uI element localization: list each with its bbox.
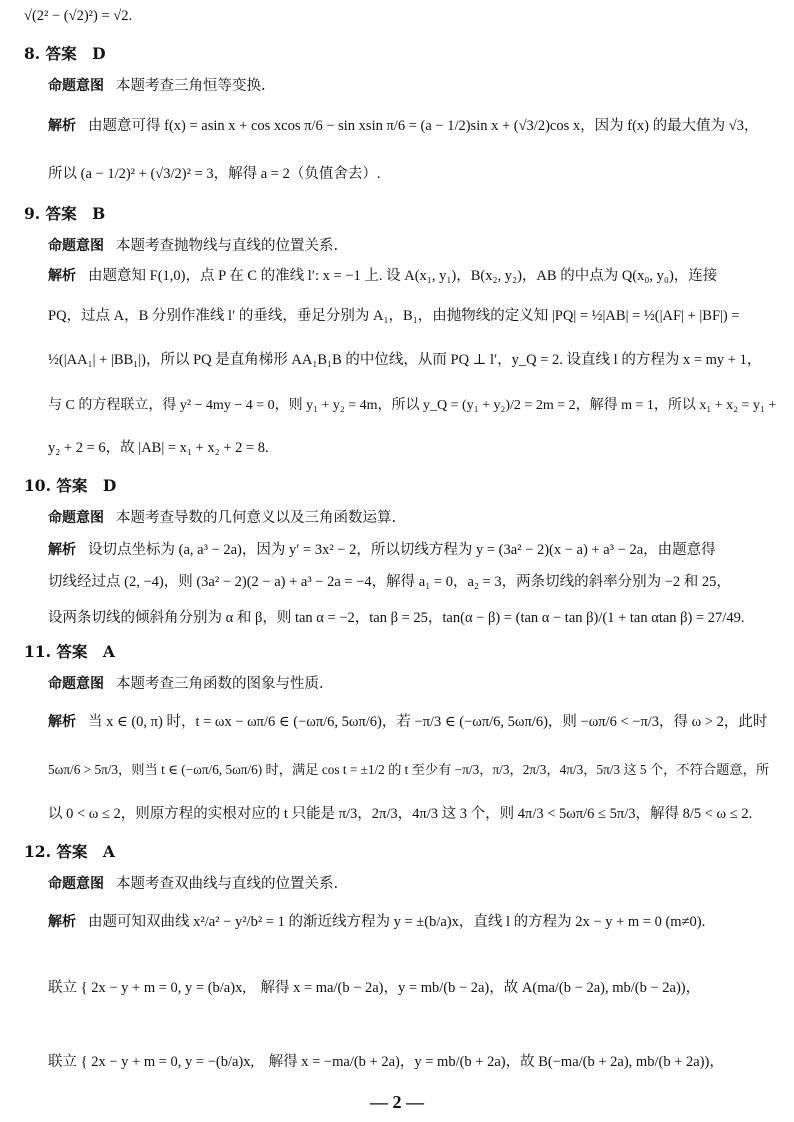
analysis-text: 由题可知双曲线 x²/a² − y²/b² = 1 的渐近线方程为 y = ±(b/a)x，直线 l 的方程为 2x − y + m = 0 (m≠0). — [88, 914, 706, 930]
item-9-analysis-line-4: 与 C 的方程联立，得 y² − 4my − 4 = 0，则 y₁ + y₂ = 4m，所以 y_Q = (y₁ + y₂)/2 = 2m = 2，解得 m = 1，所以 x₁ + x₂ = y₁ + — [48, 398, 777, 413]
item-11-analysis-line-2: 5ωπ/6 > 5π/3，则当 t ∈ (−ωπ/6, 5ωπ/6) 时，满足 cos t = ±1/2 的 t 至少有 −π/3，π/3，2π/3，4π/3，5π/3 这 5 个，不符合题意，所 — [48, 762, 770, 777]
item-8-analysis-line-2: 所以 (a − 1/2)² + (√3/2)² = 3，解得 a = 2（负值舍去）. — [48, 166, 381, 182]
top-formula-line: √(2² − (√2)²) = √2. — [24, 8, 133, 24]
answer-10-heading: 10. 答案 D — [24, 476, 117, 495]
analysis-label: 解析 — [48, 914, 76, 930]
analysis-text: 由题意可得 f(x) = asin x + cos xcos π/6 − sin xsin π/6 = (a − 1/2)sin x + (√3/2)cos x，因为 f(x) 的最大值为 √3， — [88, 118, 759, 134]
item-8-analysis-line-1 — [48, 116, 758, 136]
item-9-analysis-line-3: ½(|AA₁| + |BB₁|)，所以 PQ 是直角梯形 AA₁B₁B 的中位线，从而 PQ ⊥ l′，y_Q = 2. 设直线 l 的方程为 x = my + 1， — [48, 352, 762, 368]
item-9-analysis-line-1 — [48, 266, 717, 286]
analysis-label: 解析 — [48, 268, 76, 284]
item-11-intent — [48, 674, 324, 694]
item-12-system-b: 联立 { 2x − y + m = 0, y = −(b/a)x, 解得 x = −ma/(b + 2a)，y = mb/(b + 2a)，故 B(−ma/(b + 2a), mb/(b + 2a))， — [48, 1054, 724, 1070]
item-10-analysis-line-2: 切线经过点 (2, −4)，则 (3a² − 2)(2 − a) + a³ − 2a = −4，解得 a₁ = 0，a₂ = 3，两条切线的斜率分别为 −2 和 25， — [48, 574, 731, 590]
analysis-label: 解析 — [48, 542, 76, 558]
item-12-intent — [48, 874, 338, 894]
item-9-analysis-line-5: y₂ + 2 = 6，故 |AB| = x₁ + x₂ + 2 = 8. — [48, 440, 269, 456]
analysis-text: 当 x ∈ (0, π) 时，t = ωx − ωπ/6 ∈ (−ωπ/6, 5ωπ/6)，若 −π/3 ∈ (−ωπ/6, 5ωπ/6)，则 −ωπ/6 < −π/3，得 ω > 2，此时 — [88, 714, 768, 730]
answer-8-heading: 8. 答案 D — [24, 44, 106, 63]
intent-label: 命题意图 — [48, 876, 104, 892]
intent-label: 命题意图 — [48, 510, 104, 526]
intent-label: 命题意图 — [48, 676, 104, 692]
item-11-analysis-line-3: 以 0 < ω ≤ 2，则原方程的实根对应的 t 只能是 π/3，2π/3，4π/3 这 3 个，则 4π/3 < 5ωπ/6 ≤ 5π/3，解得 8/5 < ω ≤ 2. — [48, 806, 753, 822]
intent-text: 本题考查导数的几何意义以及三角函数运算. — [116, 510, 397, 526]
item-10-analysis-line-3: 设两条切线的倾斜角分别为 α 和 β，则 tan α = −2，tan β = 25，tan(α − β) = (tan α − tan β)/(1 + tan αtan β) = 27/49. — [48, 610, 745, 626]
intent-text: 本题考查抛物线与直线的位置关系. — [116, 238, 339, 254]
item-12-system-a: 联立 { 2x − y + m = 0, y = (b/a)x, 解得 x = ma/(b − 2a)，y = mb/(b − 2a)，故 A(ma/(b − 2a), mb/(b − 2a))， — [48, 980, 701, 996]
analysis-text: 设切点坐标为 (a, a³ − 2a)，因为 y′ = 3x² − 2，所以切线方程为 y = (3a² − 2)(x − a) + a³ − 2a，由题意得 — [88, 542, 716, 558]
intent-label: 命题意图 — [48, 78, 104, 94]
page-number: — 2 — — [370, 1092, 424, 1112]
answer-12-heading: 12. 答案 A — [24, 842, 115, 861]
intent-text: 本题考查三角函数的图象与性质. — [116, 676, 324, 692]
item-12-analysis-line-1 — [48, 912, 705, 932]
answer-9-heading: 9. 答案 B — [24, 204, 106, 223]
item-8-intent — [48, 76, 266, 96]
item-10-intent — [48, 508, 396, 528]
intent-text: 本题考查双曲线与直线的位置关系. — [116, 876, 339, 892]
item-10-analysis-line-1 — [48, 540, 716, 560]
analysis-text: 由题意知 F(1,0)，点 P 在 C 的准线 l′: x = −1 上. 设 A(x₁, y₁)，B(x₂, y₂)，AB 的中点为 Q(x₀, y₀)，连接 — [88, 268, 718, 284]
intent-label: 命题意图 — [48, 238, 104, 254]
analysis-label: 解析 — [48, 118, 76, 134]
intent-text: 本题考查三角恒等变换. — [116, 78, 266, 94]
analysis-label: 解析 — [48, 714, 76, 730]
item-11-analysis-line-1 — [48, 712, 767, 732]
item-9-analysis-line-2: PQ，过点 A，B 分别作准线 l′ 的垂线，垂足分别为 A₁，B₁，由抛物线的定义知 |PQ| = ½|AB| = ½(|AF| + |BF|) = — [48, 308, 740, 324]
answer-11-heading: 11. 答案 A — [24, 642, 115, 661]
item-9-intent — [48, 236, 338, 256]
